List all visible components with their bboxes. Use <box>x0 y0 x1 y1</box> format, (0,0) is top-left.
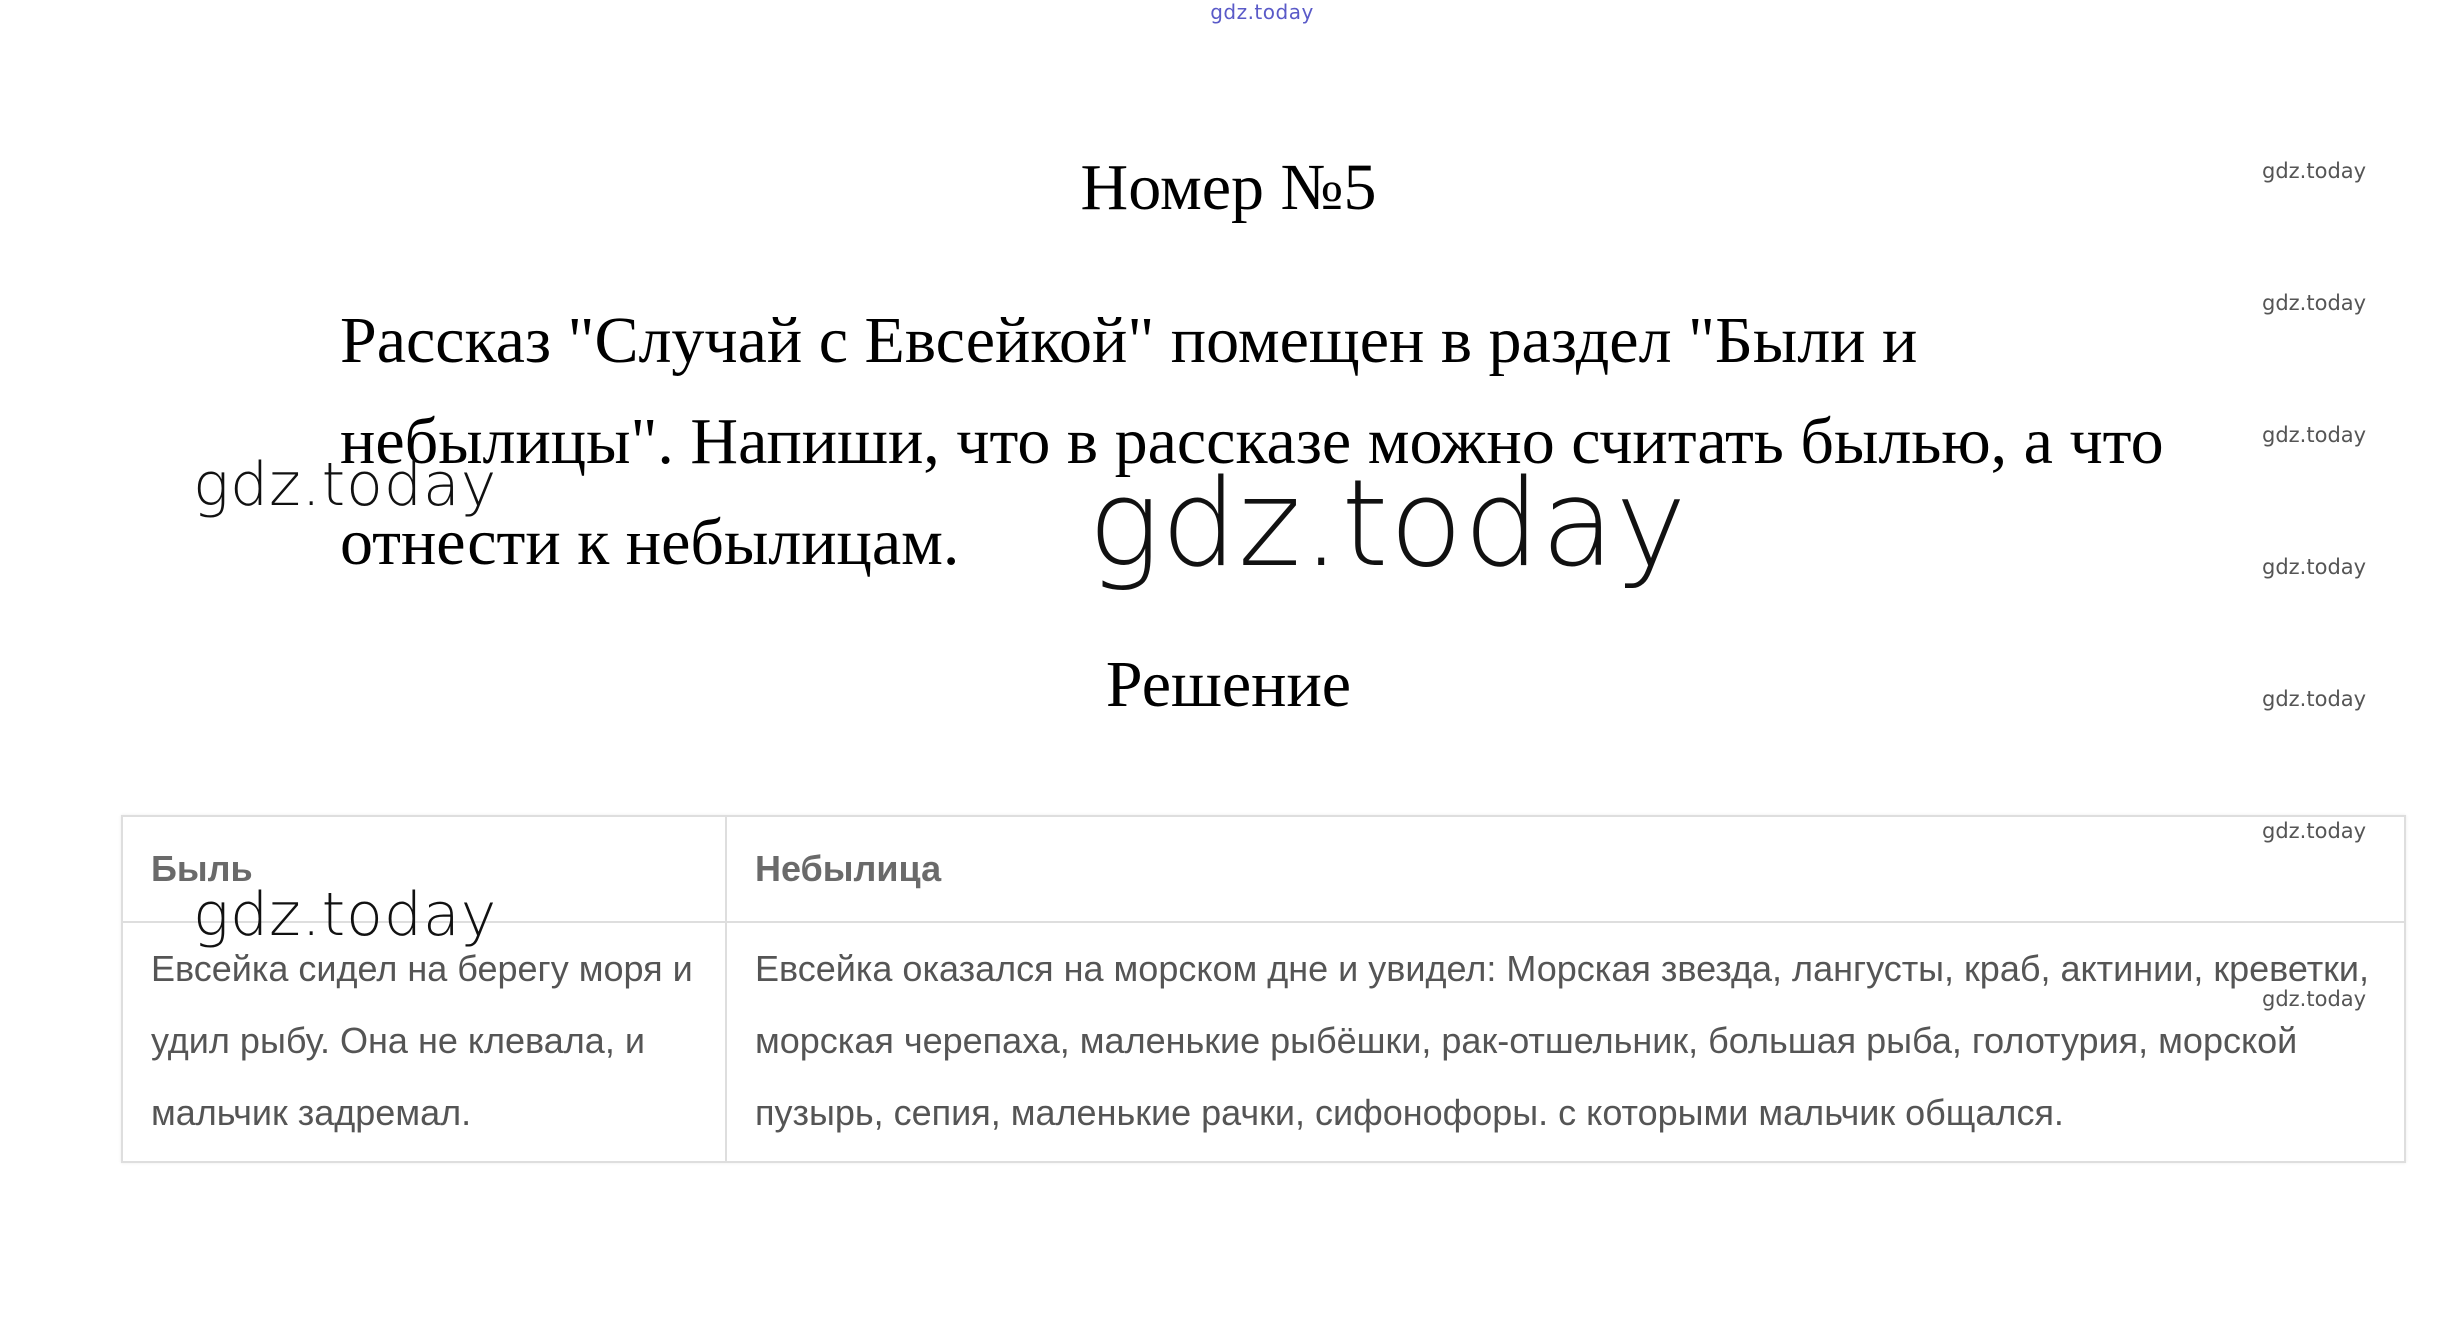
cell-fact: Евсейка сидел на берегу моря и удил рыбу. Она не клевала, и мальчик задремал. <box>122 922 726 1162</box>
watermark-left: gdz.today <box>193 880 498 950</box>
solution-heading: Решение <box>1105 648 1352 721</box>
task-text: Рассказ "Случай с Евсейкой" помещен в раздел "Были и небылицы". Напиши, что в рассказе можно считать былью, а что отнести к небылицам. <box>340 304 2164 579</box>
watermark-side: gdz.today <box>2262 159 2367 183</box>
header-fiction: Небылица <box>726 816 2405 922</box>
page-title: Номер №5 <box>1080 151 1377 224</box>
watermark-side: gdz.today <box>2262 987 2367 1011</box>
watermark-side: gdz.today <box>2262 819 2367 843</box>
watermark-side: gdz.today <box>2262 423 2367 447</box>
header-fact: Быль <box>122 816 726 922</box>
watermark-top: gdz.today <box>1210 0 1314 24</box>
watermark-side: gdz.today <box>2262 555 2367 579</box>
watermark-large: gdz.today <box>1088 455 1688 594</box>
answer-table <box>121 815 2406 1163</box>
cell-fiction: Евсейка оказался на морском дне и увидел: Морская звезда, лангусты, краб, актинии, креветки, морская черепаха, маленькие рыбёшки, рак-отшельник, большая рыба, голотурия, морской пузырь, сепия, маленькие рачки, сифонофоры. с которыми мальчик общался. <box>726 922 2405 1162</box>
watermark-side: gdz.today <box>2262 687 2367 711</box>
table-row <box>122 922 2405 1162</box>
watermark-left: gdz.today <box>193 450 498 520</box>
watermark-side: gdz.today <box>2262 291 2367 315</box>
